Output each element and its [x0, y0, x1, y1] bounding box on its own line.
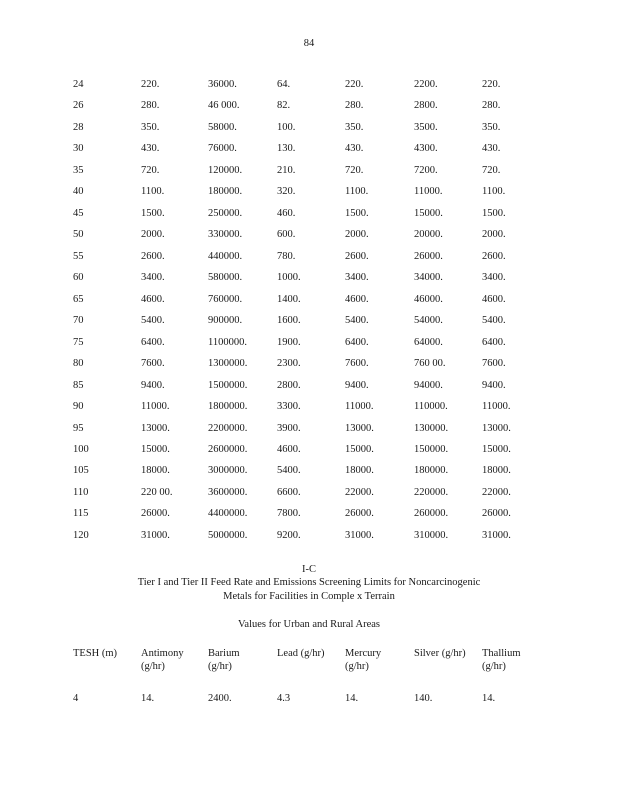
table-cell: 180000. [414, 465, 449, 477]
table-cell: 18000. [482, 465, 511, 477]
header-antimony-name: Antimony [141, 648, 184, 659]
table-cell: 1100000. [208, 336, 247, 348]
table-cell: 760000. [208, 293, 243, 305]
table-cell: 3300. [277, 401, 301, 413]
table-cell: 4300. [414, 143, 438, 155]
table-cell: 90 [73, 401, 84, 413]
table-cell: 2600. [482, 250, 506, 262]
header-antimony [141, 647, 184, 673]
table-cell: 330000. [208, 229, 243, 241]
table-cell: 20000. [414, 229, 443, 241]
table-id: I-C [302, 564, 316, 575]
table-cell: 6600. [277, 486, 301, 498]
table-cell: 11000. [414, 186, 443, 198]
table-cell: 1100. [482, 186, 506, 198]
table-cell: 2600. [345, 250, 369, 262]
table-cell: 31000. [345, 529, 374, 541]
header-mercury-name: Mercury [345, 648, 382, 659]
table-cell: 100 [73, 443, 89, 455]
table-cell: 1300000. [208, 358, 248, 370]
table-cell: 5400. [345, 315, 369, 327]
table-cell: 7200. [414, 164, 438, 176]
table-cell: 220 00. [141, 486, 173, 498]
table-cell: 6400. [482, 336, 506, 348]
table-cell: 3600000. [208, 486, 248, 498]
table-cell: 3400. [345, 272, 369, 284]
table-cell: 40 [73, 186, 84, 198]
table-cell: 1500. [141, 207, 165, 219]
table-cell: 350. [482, 121, 501, 133]
table-cell: 310000. [414, 529, 449, 541]
table-cell: 2800. [414, 100, 438, 112]
table-cell: 3900. [277, 422, 301, 434]
table-cell: 75 [73, 336, 84, 348]
table-cell: 4400000. [208, 508, 248, 520]
table-cell: 11000. [482, 401, 511, 413]
table-cell: 26 [73, 100, 84, 112]
table-cell: 220000. [414, 486, 449, 498]
table-cell: 430. [141, 143, 160, 155]
table-cell: 580000. [208, 272, 243, 284]
page-number: 84 [303, 38, 315, 49]
table-cell: 2600. [141, 250, 165, 262]
table-cell: 22000. [482, 486, 511, 498]
table-cell: 2000. [345, 229, 369, 241]
table-cell: 9400. [141, 379, 165, 391]
table-cell: 54000. [414, 315, 443, 327]
table-cell: 3000000. [208, 465, 248, 477]
table-cell: 2200. [414, 79, 438, 90]
table-cell: 4 [73, 693, 79, 704]
table-cell: 30 [73, 143, 84, 155]
table-cell: 55 [73, 250, 84, 262]
table-cell: 26000. [414, 250, 443, 262]
table-cell: 9200. [277, 529, 301, 541]
table-cell: 14. [482, 693, 496, 704]
table-cell: 18000. [141, 465, 170, 477]
table-cell: 7600. [345, 358, 369, 370]
table-cell: 760 00. [414, 358, 446, 370]
header-barium-unit: (g/hr) [208, 661, 232, 672]
table-cell: 46000. [414, 293, 443, 305]
table-cell: 13000. [345, 422, 374, 434]
table-cell: 600. [277, 229, 296, 241]
table-cell: 5400. [141, 315, 165, 327]
table-cell: 14. [345, 693, 359, 704]
table-cell: 250000. [208, 207, 243, 219]
table-cell: 3400. [482, 272, 506, 284]
table-cell: 64. [277, 79, 291, 90]
table-cell: 26000. [141, 508, 170, 520]
table-cell: 1400. [277, 293, 301, 305]
table-cell: 1100. [345, 186, 369, 198]
table-cell: 64000. [414, 336, 443, 348]
table-cell: 100. [277, 121, 296, 133]
table-cell: 120 [73, 529, 89, 541]
table-cell: 6400. [345, 336, 369, 348]
table-cell: 140. [414, 693, 433, 704]
table-cell: 105 [73, 465, 89, 477]
table-cell: 3500. [414, 121, 438, 133]
table-cell: 2000. [141, 229, 165, 241]
table-cell: 5400. [277, 465, 301, 477]
header-lead: Lead (g/hr) [277, 648, 325, 659]
table-cell: 350. [141, 121, 160, 133]
table-cell: 15000. [345, 443, 374, 455]
table-cell: 60 [73, 272, 84, 284]
table-cell: 13000. [482, 422, 511, 434]
table-cell: 220. [141, 79, 160, 90]
table-cell: 35 [73, 164, 84, 176]
table-cell: 4600. [141, 293, 165, 305]
table-cell: 2200000. [208, 422, 248, 434]
table-cell: 7600. [482, 358, 506, 370]
table-cell: 280. [141, 100, 160, 112]
header-mercury-unit: (g/hr) [345, 661, 369, 672]
table-cell: 1100. [141, 186, 165, 198]
table-cell: 280. [482, 100, 501, 112]
table-cell: 1000. [277, 272, 301, 284]
table-cell: 900000. [208, 315, 243, 327]
table-cell: 280. [345, 100, 364, 112]
table-cell: 3400. [141, 272, 165, 284]
table-cell: 15000. [482, 443, 511, 455]
table-cell: 150000. [414, 443, 449, 455]
table-cell: 11000. [345, 401, 374, 413]
table-cell: 780. [277, 250, 296, 262]
table-cell: 36000. [208, 79, 237, 90]
table-cell: 430. [345, 143, 364, 155]
table-cell: 4600. [345, 293, 369, 305]
header-tesh: TESH (m) [73, 648, 118, 659]
table-cell: 130000. [414, 422, 449, 434]
table-cell: 7600. [141, 358, 165, 370]
header-thallium-name: Thallium [482, 648, 521, 659]
table-cell: 95 [73, 422, 84, 434]
header-silver: Silver (g/hr) [414, 648, 466, 659]
table-cell: 2400. [208, 693, 232, 704]
table-cell: 34000. [414, 272, 443, 284]
table-cell: 130. [277, 143, 296, 155]
table-cell: 14. [141, 693, 155, 704]
table-cell: 5400. [482, 315, 506, 327]
table-subtitle: Values for Urban and Rural Areas [238, 619, 380, 630]
table-cell: 9400. [345, 379, 369, 391]
table-title-line1: Tier I and Tier II Feed Rate and Emissions Screening Limits for Noncarcinogenic [137, 577, 481, 588]
table-cell: 15000. [141, 443, 170, 455]
table-cell: 4600. [277, 443, 301, 455]
table-cell: 115 [73, 508, 89, 520]
table-cell: 1500. [482, 207, 506, 219]
table-cell: 15000. [414, 207, 443, 219]
table-cell: 1800000. [208, 401, 248, 413]
table-cell: 31000. [482, 529, 511, 541]
table-cell: 80 [73, 358, 84, 370]
table-cell: 220. [482, 79, 501, 90]
table-cell: 65 [73, 293, 84, 305]
table-cell: 13000. [141, 422, 170, 434]
table-cell: 720. [482, 164, 501, 176]
table-cell: 2300. [277, 358, 301, 370]
table-cell: 180000. [208, 186, 243, 198]
table-cell: 58000. [208, 121, 237, 133]
table-cell: 76000. [208, 143, 237, 155]
table-cell: 82. [277, 100, 291, 112]
table-cell: 2800. [277, 379, 301, 391]
header-barium [208, 647, 240, 673]
table-cell: 94000. [414, 379, 443, 391]
table-cell: 70 [73, 315, 84, 327]
table-cell: 260000. [414, 508, 449, 520]
table-cell: 350. [345, 121, 364, 133]
header-antimony-unit: (g/hr) [141, 661, 165, 672]
table-cell: 85 [73, 379, 84, 391]
table-cell: 9400. [482, 379, 506, 391]
table-cell: 4.3 [277, 693, 291, 704]
table-cell: 6400. [141, 336, 165, 348]
header-thallium-unit: (g/hr) [482, 661, 506, 672]
table-cell: 26000. [482, 508, 511, 520]
table-title-line2: Metals for Facilities in Comple x Terrain [223, 591, 395, 602]
table-cell: 1900. [277, 336, 301, 348]
table-cell: 1600. [277, 315, 301, 327]
table-cell: 28 [73, 121, 84, 133]
table-cell: 11000. [141, 401, 170, 413]
table-cell: 2600000. [208, 443, 248, 455]
table-cell: 24 [73, 79, 84, 90]
table-cell: 320. [277, 186, 296, 198]
table-cell: 460. [277, 207, 296, 219]
table-cell: 45 [73, 207, 84, 219]
table-cell: 720. [345, 164, 364, 176]
table-cell: 31000. [141, 529, 170, 541]
table-cell: 22000. [345, 486, 374, 498]
table-cell: 110000. [414, 401, 448, 413]
table-cell: 220. [345, 79, 364, 90]
table-cell: 4600. [482, 293, 506, 305]
table-cell: 46 000. [208, 100, 240, 112]
table-cell: 110 [73, 486, 89, 498]
header-mercury [345, 647, 381, 673]
header-thallium [482, 647, 521, 673]
table-cell: 440000. [208, 250, 243, 262]
header-barium-name: Barium [208, 648, 240, 659]
table-cell: 1500. [345, 207, 369, 219]
table-cell: 7800. [277, 508, 301, 520]
table-cell: 720. [141, 164, 160, 176]
table-cell: 50 [73, 229, 84, 241]
table-cell: 5000000. [208, 529, 248, 541]
table-cell: 430. [482, 143, 501, 155]
table-cell: 2000. [482, 229, 506, 241]
table-cell: 1500000. [208, 379, 248, 391]
table-cell: 210. [277, 164, 296, 176]
table-cell: 26000. [345, 508, 374, 520]
table-cell: 18000. [345, 465, 374, 477]
table-cell: 120000. [208, 164, 243, 176]
